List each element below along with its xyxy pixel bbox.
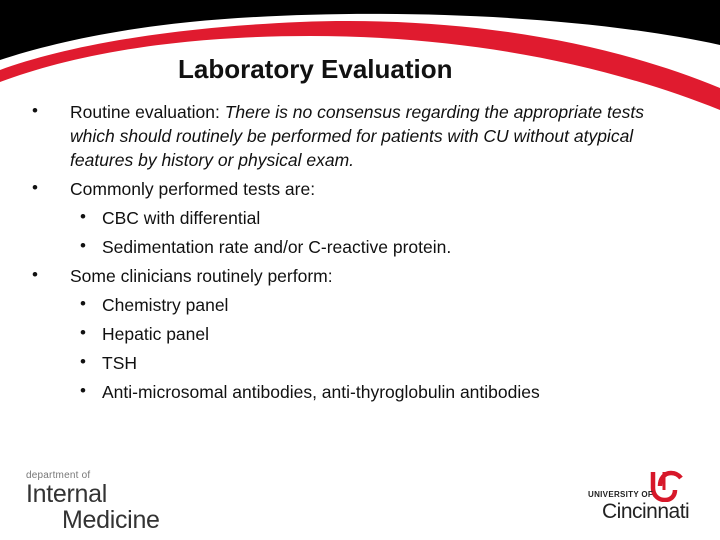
sub-bullet-hepatic: Hepatic panel [102,324,210,344]
sub-bullet-sedimentation: Sedimentation rate and/or C-reactive protein. [102,237,452,257]
sub-bullet-dot: • [80,381,86,400]
uc-emblem-icon [650,470,684,502]
bullet-dot: • [32,265,38,284]
internal-medicine-logo [26,470,160,533]
sub-bullet-dot: • [80,207,86,226]
bullet-routine-line2: which should routinely be performed for patients with CU without atypical [70,126,634,146]
sub-bullet-chemistry: Chemistry panel [102,295,229,315]
university-of-cincinnati-logo [588,470,698,526]
logo-cincinnati: Cincinnati [602,500,690,523]
sub-bullet-antibodies: Anti-microsomal antibodies, anti-thyroglobulin antibodies [102,382,540,402]
bullet-dot: • [32,178,38,197]
bullet-routine-line1: There is no consensus regarding the appropriate tests [224,102,644,122]
sub-bullet-dot: • [80,323,86,342]
sub-bullet-dot: • [80,236,86,255]
bullet-commonly-performed: Commonly performed tests are: [70,179,316,199]
bullet-routine-lead: Routine evaluation: [70,102,225,122]
logo-medicine: Medicine [62,506,160,534]
sub-bullet-cbc: CBC with differential [102,208,261,228]
bullet-dot: • [32,101,38,120]
logo-university-of: UNIVERSITY OF [588,490,654,499]
bullet-routine-line3: features by history or physical exam. [70,150,355,170]
logo-department-of: department of [26,470,91,481]
bullet-some-clinicians: Some clinicians routinely perform: [70,266,333,286]
sub-bullet-dot: • [80,352,86,371]
bullet-routine-evaluation [70,100,644,124]
slide-title: Laboratory Evaluation [178,54,453,84]
sub-bullet-tsh: TSH [102,353,137,373]
logo-internal: Internal [26,480,107,508]
sub-bullet-dot: • [80,294,86,313]
